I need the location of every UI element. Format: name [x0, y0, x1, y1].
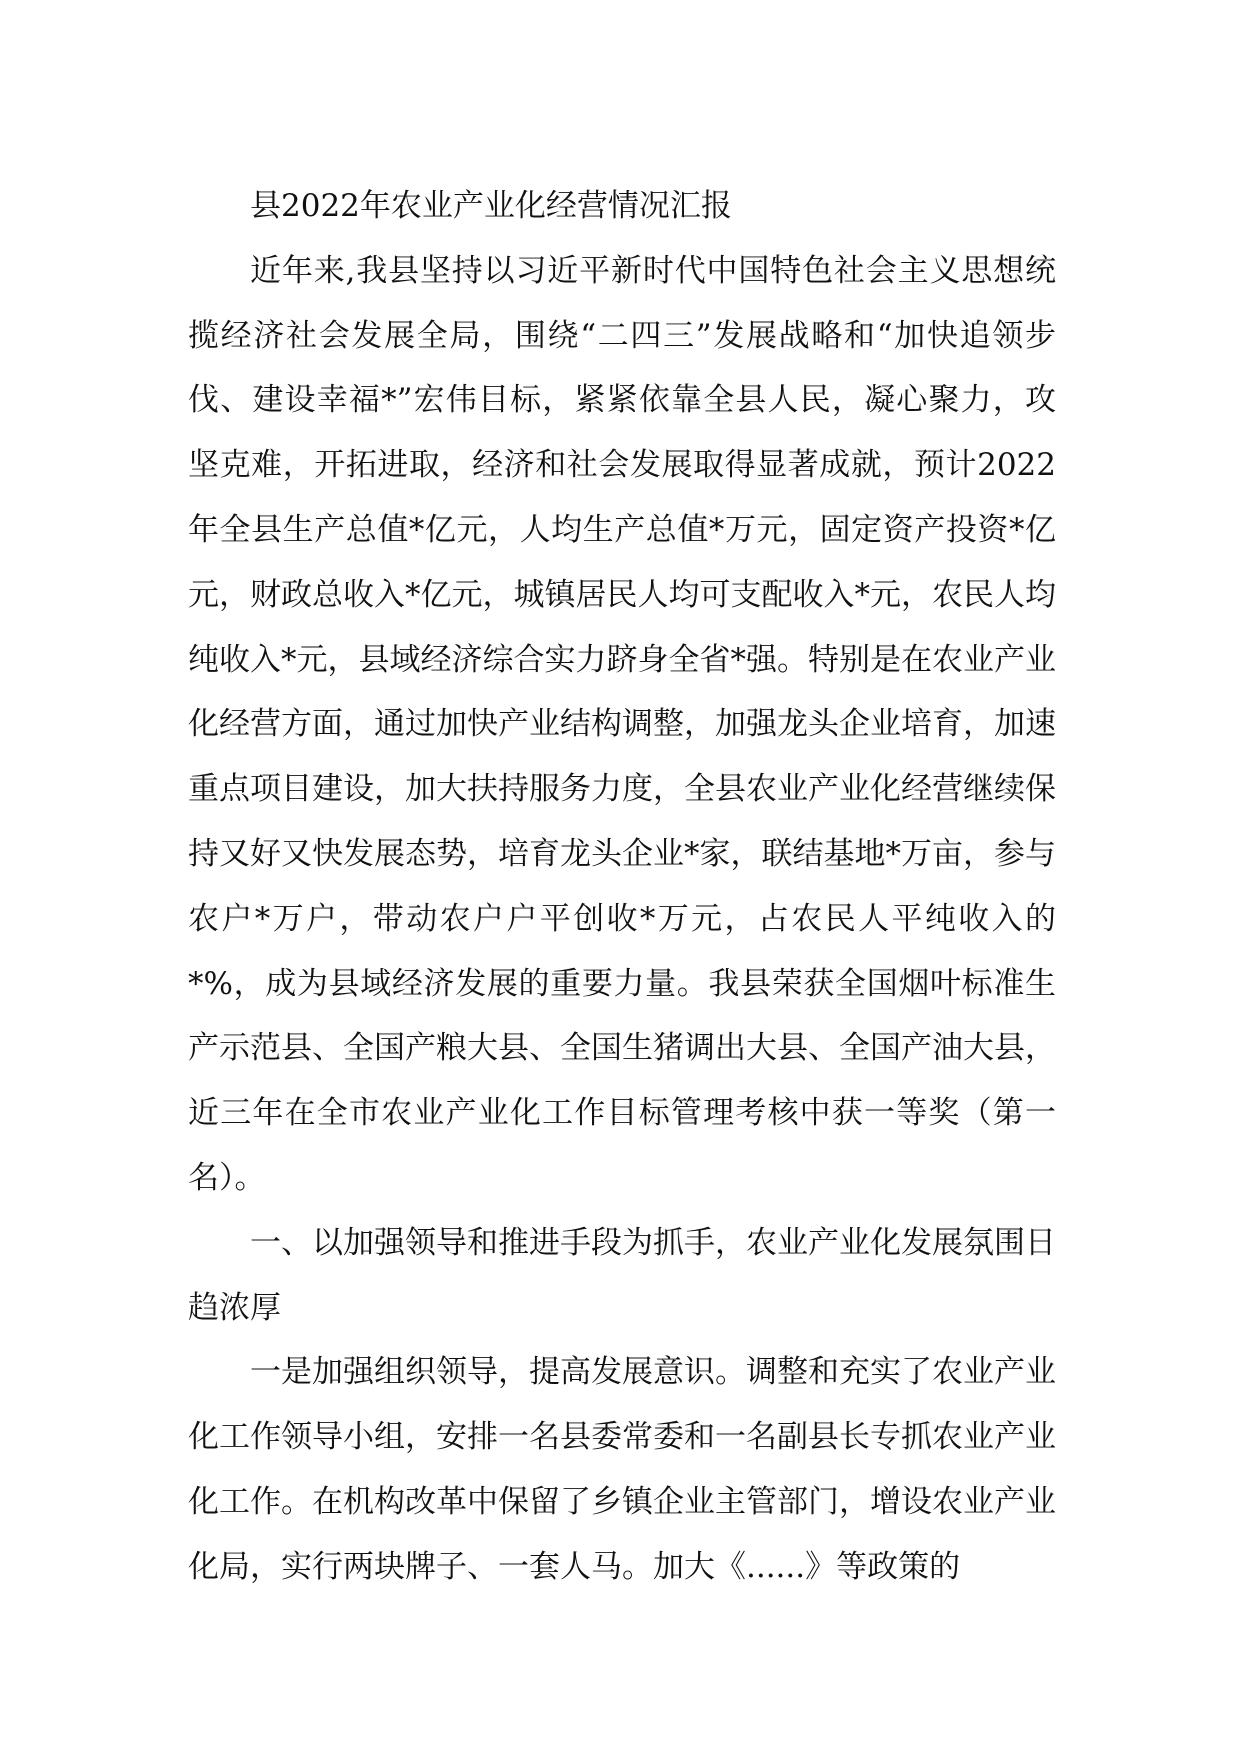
intro-paragraph: 近年来,我县坚持以习近平新时代中国特色社会主义思想统揽经济社会发展全局，围绕“二四三”发展战略和“加快追领步伐、建设幸福*”宏伟目标，紧紧依靠全县人民，凝心聚力，攻坚克难，开拓进取，经济和社会发展取得显著成就，预计2022年全县生产总值*亿元，人均生产总值*万元，固定资产投资*亿元，财政总收入*亿元，城镇居民人均可支配收入*元，农民人均纯收入*元，县域经济综合实力跻身全省*强。特别是在农业产业化经营方面，通过加快产业结构调整，加强龙头企业培育，加速重点项目建设，加大扶持服务力度，全县农业产业化经营继续保持又好又快发展态势，培育龙头企业*家，联结基地*万亩，参与农户*万户，带动农户户平创收*万元，占农民人平纯收入的*%，成为县域经济发展的重要力量。我县荣获全国烟叶标准生产示范县、全国产粮大县、全国生猪调出大县、全国产油大县，近三年在全市农业产业化工作目标管理考核中获一等奖（第一名）。	[188, 252, 1056, 1196]
document-title: 县2022年农业产业化经营情况汇报	[250, 188, 732, 224]
body-paragraph: 一是加强组织领导，提高发展意识。调整和充实了农业产业化工作领导小组，安排一名县委常委和一名副县长专抓农业产业化工作。在机构改革中保留了乡镇企业主管部门，增设农业产业化局，实行两块牌子、一套人马。加大《......》等政策的	[188, 1354, 1056, 1585]
document-page	[188, 174, 1056, 1600]
section-heading: 一、以加强领导和推进手段为抓手，农业产业化发展氛围日趋浓厚	[188, 1224, 1056, 1326]
